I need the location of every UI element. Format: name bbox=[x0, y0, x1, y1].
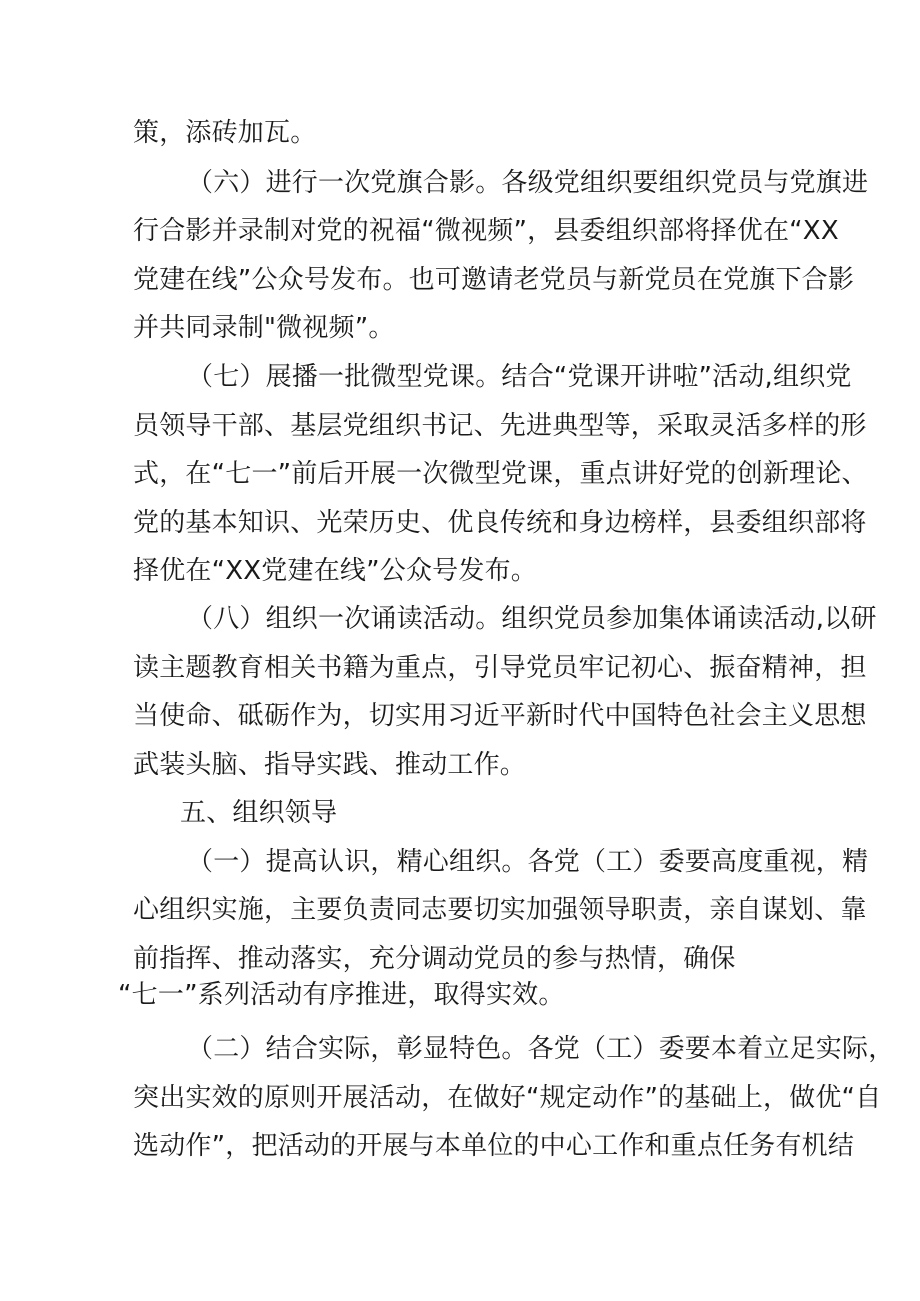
paragraph-line: 选动作”，把活动的开展与本单位的中心工作和重点任务有机结 bbox=[133, 1131, 855, 1161]
paragraph-line: （七）展播一批微型党课。结合“党课开讲啦”活动,组织党 bbox=[187, 362, 852, 392]
paragraph-line: （六）进行一次党旗合影。各级党组织要组织党员与党旗进 bbox=[187, 168, 869, 198]
paragraph-line: 员领导干部、基层党组织书记、先进典型等，采取灵活多样的形 bbox=[133, 411, 867, 441]
paragraph-line: （八）组织一次诵读活动。组织党员参加集体诵读活动,以研 bbox=[187, 604, 877, 634]
paragraph-line: （二）结合实际，彰显特色。各党（工）委要本着立足实际， bbox=[187, 1034, 895, 1064]
paragraph-line: 式，在“七一”前后开展一次微型党课，重点讲好党的创新理论、 bbox=[133, 459, 868, 489]
paragraph-line: 行合影并录制对党的祝福“微视频”，县委组织部将择优在“XX bbox=[133, 216, 839, 246]
paragraph-line: 策，添砖加瓦。 bbox=[133, 118, 317, 148]
paragraph-line: “七一”系列活动有序推进，取得实效。 bbox=[118, 980, 565, 1010]
section-heading: 五、组织领导 bbox=[180, 798, 338, 828]
paragraph-line: 突出实效的原则开展活动，在做好“规定动作”的基础上，做优“自 bbox=[133, 1083, 882, 1113]
paragraph-line: 并共同录制"微视频”。 bbox=[133, 313, 395, 343]
paragraph-line: 党的基本知识、光荣历史、优良传统和身边榜样，县委组织部将 bbox=[133, 508, 867, 538]
paragraph-line: 武装头脑、指导实践、推动工作。 bbox=[133, 750, 527, 780]
paragraph-line: 党建在线”公众号发布。也可邀请老党员与新党员在党旗下合影 bbox=[133, 265, 855, 295]
paragraph-line: 前指挥、推动落实，充分调动党员的参与热情，确保 bbox=[133, 944, 736, 974]
paragraph-line: 当使命、砥砺作为，切实用习近平新时代中国特色社会主义思想 bbox=[133, 701, 867, 731]
paragraph-line: 读主题教育相关书籍为重点，引导党员牢记初心、振奋精神，担 bbox=[133, 653, 867, 683]
paragraph-line: 择优在“XX党建在线”公众号发布。 bbox=[133, 556, 537, 586]
paragraph-line: （一）提高认识，精心组织。各党（工）委要高度重视，精 bbox=[187, 847, 869, 877]
paragraph-line: 心组织实施，主要负责同志要切实加强领导职责，亲自谋划、靠 bbox=[133, 895, 867, 925]
